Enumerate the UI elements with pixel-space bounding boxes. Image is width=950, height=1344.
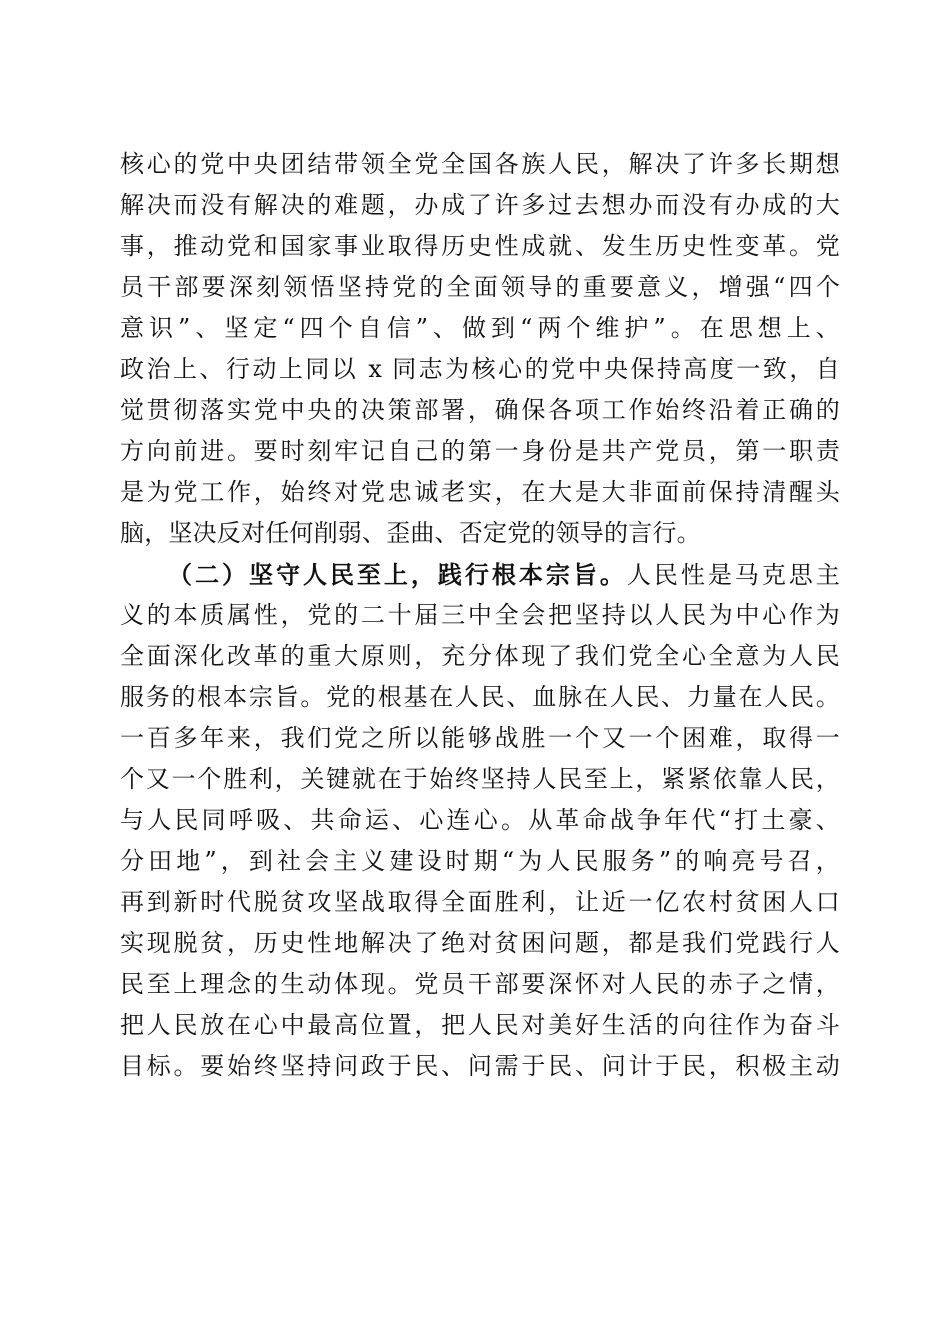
text-line: 一百多年来，我们党之所以能够战胜一个又一个困难，取得一 <box>120 724 840 752</box>
heading-continuation: 人民性是马克思主 <box>626 561 840 589</box>
text-line: 全面深化改革的重大原则，充分体现了我们党全心全意为人民 <box>120 642 840 670</box>
text-line: 事，推动党和国家事业取得历史性成就、发生历史性变革。党 <box>120 232 840 260</box>
paragraph-2 <box>120 554 840 1087</box>
text-line: 与人民同呼吸、共命运、心连心。从革命战争年代“打土豪、 <box>120 806 840 834</box>
text-line: 觉贯彻落实党中央的决策部署，确保各项工作始终沿着正确的 <box>120 396 840 424</box>
text-line: 义的本质属性，党的二十届三中全会把坚持以人民为中心作为 <box>120 601 840 629</box>
text-line: 把人民放在心中最高位置，把人民对美好生活的向往作为奋斗 <box>120 1011 840 1039</box>
text-line: 再到新时代脱贫攻坚战取得全面胜利，让近一亿农村贫困人口 <box>120 888 840 916</box>
paragraph-1 <box>120 144 840 554</box>
text-line: 个又一个胜利，关键就在于始终坚持人民至上，紧紧依靠人民， <box>120 765 840 793</box>
text-line: 解决而没有解决的难题，办成了许多过去想办而没有办成的大 <box>120 191 840 219</box>
text-line: 政治上、行动上同以 x 同志为核心的党中央保持高度一致，自 <box>120 355 840 383</box>
text-line: 脑，坚决反对任何削弱、歪曲、否定党的领导的言行。 <box>120 519 701 547</box>
text-line: 意识”、坚定“四个自信”、做到“两个维护”。在思想上、 <box>120 314 840 342</box>
text-line: 方向前进。要时刻牢记自己的第一身份是共产党员，第一职责 <box>120 437 840 465</box>
text-line: 员干部要深刻领悟坚持党的全面领导的重要意义，增强“四个 <box>120 273 840 301</box>
text-line: 民至上理念的生动体现。党员干部要深怀对人民的赤子之情， <box>120 970 840 998</box>
section-heading: （二）坚守人民至上，践行根本宗旨。 <box>168 560 627 589</box>
text-line: 服务的根本宗旨。党的根基在人民、血脉在人民、力量在人民。 <box>120 683 840 711</box>
text-line: 分田地”，到社会主义建设时期“为人民服务”的响亮号召， <box>120 847 840 875</box>
text-line: 实现脱贫，历史性地解决了绝对贫困问题，都是我们党践行人 <box>120 929 840 957</box>
body-text <box>120 144 840 1087</box>
text-line: 核心的党中央团结带领全党全国各族人民，解决了许多长期想 <box>120 150 840 178</box>
text-line-first <box>120 554 840 595</box>
text-line: 是为党工作，始终对党忠诚老实，在大是大非面前保持清醒头 <box>120 478 840 506</box>
text-line: 目标。要始终坚持问政于民、问需于民、问计于民，积极主动 <box>120 1052 840 1080</box>
